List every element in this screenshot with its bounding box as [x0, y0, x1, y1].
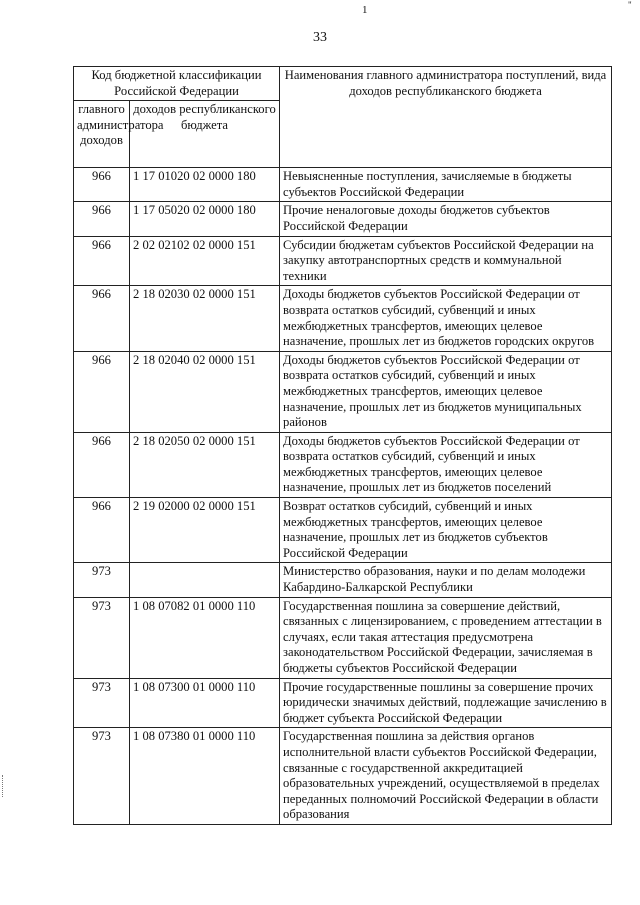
revenue-name-cell: Субсидии бюджетам субъектов Российской Федерации на закупку автотранспортных средств и коммунальной техники — [280, 236, 612, 286]
table-row — [74, 563, 612, 597]
admin-code-cell: 966 — [74, 432, 130, 497]
table-row — [74, 168, 612, 202]
revenue-name-cell: Доходы бюджетов субъектов Российской Федерации от возврата остатков субсидий, субвенций и иных межбюджетных трансфертов, имеющих целевое назначение, прошлых лет из бюджетов муниципальных районов — [280, 351, 612, 432]
admin-code-cell: 966 — [74, 351, 130, 432]
table-row — [74, 678, 612, 728]
table-row — [74, 202, 612, 236]
revenue-name-cell: Государственная пошлина за действия органов исполнительной власти субъектов Российской Федерации, связанные с государственной аккредитацией образовательных учреждений, осуществляемой в пределах переданных полномочий Российской Федерации в области образования — [280, 728, 612, 825]
scan-edge-marks — [2, 775, 5, 797]
admin-code-cell: 966 — [74, 202, 130, 236]
revenue-code-cell: 2 02 02102 02 0000 151 — [130, 236, 280, 286]
admin-code-cell: 973 — [74, 563, 130, 597]
admin-code-cell: 966 — [74, 168, 130, 202]
top-mark: 1 — [362, 4, 368, 16]
revenue-code-cell — [130, 563, 280, 597]
page-number: 33 — [313, 30, 327, 45]
revenue-code-cell: 2 18 02030 02 0000 151 — [130, 286, 280, 351]
corner-mark: " — [628, 0, 632, 10]
table-row — [74, 286, 612, 351]
revenue-name-cell: Прочие неналоговые доходы бюджетов субъектов Российской Федерации — [280, 202, 612, 236]
admin-code-cell: 966 — [74, 286, 130, 351]
table-row — [74, 351, 612, 432]
revenue-name-cell: Невыясненные поступления, зачисляемые в бюджеты субъектов Российской Федерации — [280, 168, 612, 202]
header-name-column: Наименования главного администратора поступлений, вида доходов республиканского бюджета — [280, 67, 612, 168]
admin-code-cell: 973 — [74, 728, 130, 825]
revenue-name-cell: Доходы бюджетов субъектов Российской Федерации от возврата остатков субсидий, субвенций и иных межбюджетных трансфертов, имеющих целевое назначение, прошлых лет из бюджетов городских округов — [280, 286, 612, 351]
table-row — [74, 597, 612, 678]
header-row-group — [74, 67, 612, 101]
revenue-name-cell: Доходы бюджетов субъектов Российской Федерации от возврата остатков субсидий, субвенций и иных межбюджетных трансфертов, имеющих целевое назначение, прошлых лет из бюджетов поселений — [280, 432, 612, 497]
header-revenue-column: доходов республиканского бюджета — [130, 101, 280, 168]
header-admin-column: главного администратора доходов — [74, 101, 130, 168]
admin-code-cell: 973 — [74, 597, 130, 678]
table-row — [74, 432, 612, 497]
table-row — [74, 236, 612, 286]
revenue-code-cell: 1 17 01020 02 0000 180 — [130, 168, 280, 202]
admin-code-cell: 973 — [74, 678, 130, 728]
revenue-code-cell: 2 19 02000 02 0000 151 — [130, 498, 280, 563]
revenue-code-cell: 2 18 02040 02 0000 151 — [130, 351, 280, 432]
header-classification-code: Код бюджетной классификации Российской Федерации — [74, 67, 280, 101]
revenue-code-cell: 1 08 07380 01 0000 110 — [130, 728, 280, 825]
budget-classification-table — [73, 66, 612, 825]
revenue-name-cell: Возврат остатков субсидий, субвенций и иных межбюджетных трансфертов, имеющих целевое назначение, прошлых лет из бюджетов субъектов Российской Федерации — [280, 498, 612, 563]
admin-code-cell: 966 — [74, 236, 130, 286]
revenue-code-cell: 2 18 02050 02 0000 151 — [130, 432, 280, 497]
table-body — [74, 168, 612, 825]
revenue-code-cell: 1 17 05020 02 0000 180 — [130, 202, 280, 236]
revenue-name-cell: Прочие государственные пошлины за совершение прочих юридически значимых действий, подлежащие зачислению в бюджет субъекта Российской Федерации — [280, 678, 612, 728]
admin-code-cell: 966 — [74, 498, 130, 563]
revenue-code-cell: 1 08 07082 01 0000 110 — [130, 597, 280, 678]
revenue-code-cell: 1 08 07300 01 0000 110 — [130, 678, 280, 728]
revenue-name-cell: Государственная пошлина за совершение действий, связанных с лицензированием, с проведением аттестации в случаях, если такая аттестация предусмотрена законодательством Российской Федерации, зачисляемая в бюджеты субъектов Российской Федерации — [280, 597, 612, 678]
table-row — [74, 498, 612, 563]
table-row — [74, 728, 612, 825]
revenue-name-cell: Министерство образования, науки и по делам молодежи Кабардино-Балкарской Республики — [280, 563, 612, 597]
